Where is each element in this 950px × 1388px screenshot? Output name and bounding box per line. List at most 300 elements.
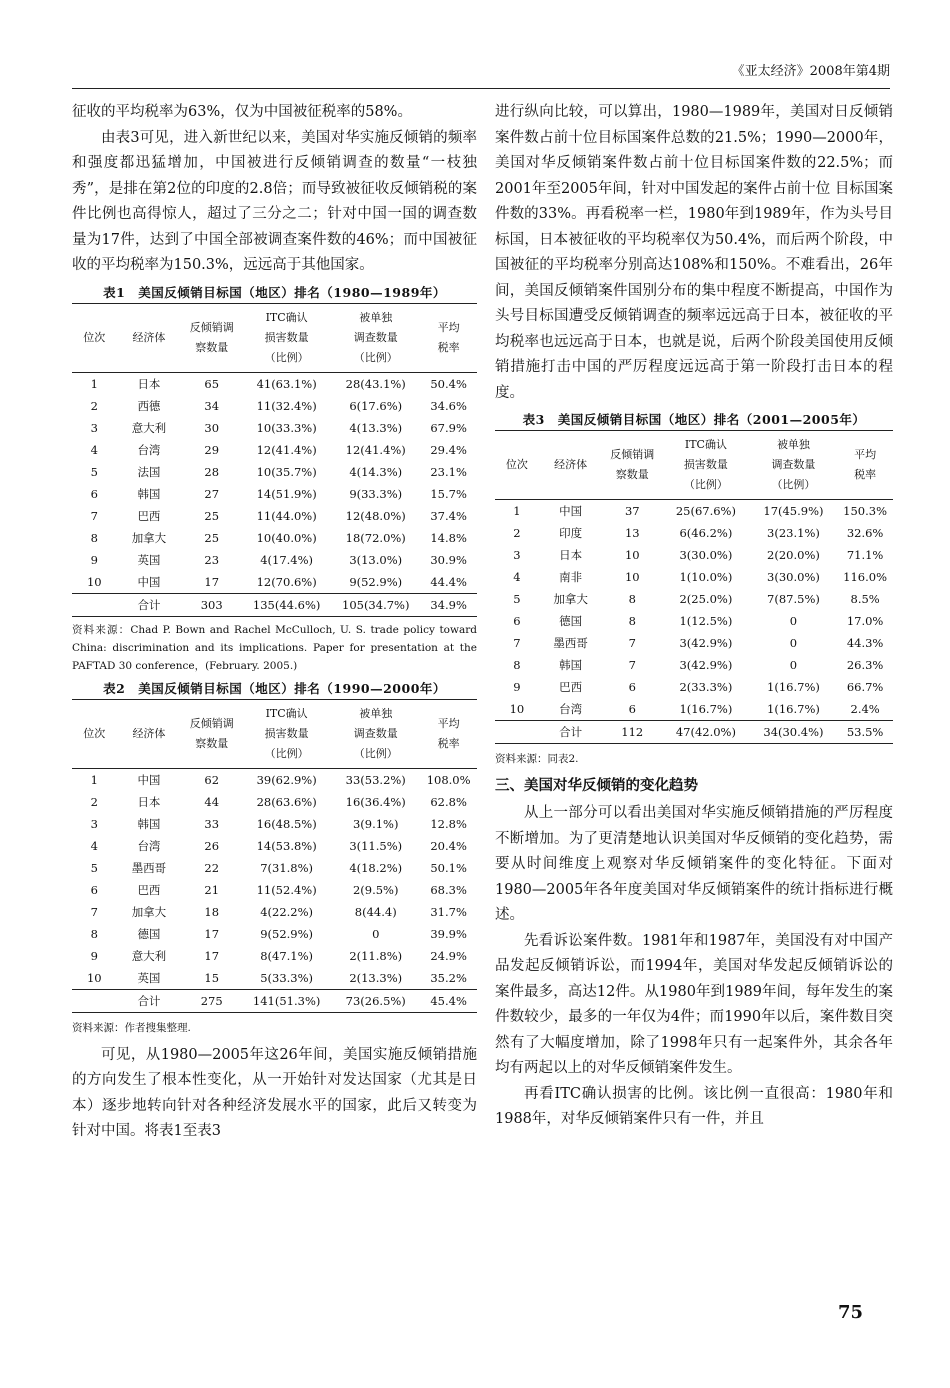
table-row <box>72 813 477 835</box>
table-cell: 23.1% <box>430 464 467 479</box>
table-cell: 德国 <box>559 614 583 628</box>
table-cell: 台湾 <box>137 442 161 457</box>
column-header-line: 平均 <box>437 716 460 730</box>
table-cell: 9 <box>90 948 98 963</box>
table-row <box>72 461 477 483</box>
table-cell: 67.9% <box>430 420 467 435</box>
table-row <box>72 372 477 395</box>
column-header-line: 察数量 <box>615 468 649 481</box>
column-header-line: 税率 <box>437 736 460 750</box>
table-cell: 44 <box>204 794 220 809</box>
table-row <box>495 522 893 544</box>
table-row <box>72 857 477 879</box>
table-cell: 10(35.7%) <box>256 464 317 479</box>
table-cell: 1(16.7%) <box>679 702 733 716</box>
table-cell: 112 <box>602 721 662 744</box>
table-cell: 34(30.4%) <box>750 721 838 744</box>
table-1 <box>72 283 477 675</box>
table-row <box>72 549 477 571</box>
table-cell: 27 <box>204 486 220 501</box>
table-row <box>495 566 893 588</box>
table-cell: 10 <box>624 570 640 584</box>
table-cell: 7(31.8%) <box>260 860 314 875</box>
paragraph: 由表3可见，进入新世纪以来，美国对华实施反倾销的频率和强度都迅猛增加，中国被进行反倾销调查的数量“一枝独秀”，是排在第2位的印度的2.8倍；而导致被征收反倾销税的案件比例也高得惊人，超过了三分之二；针对中国一国的调查数量为17件，达到了中国全部被调查案件数的46%；而中国被征收的平均税率为150.3%，远远高于其他国家。 <box>72 129 477 273</box>
table-cell: 加拿大 <box>553 592 588 606</box>
column-header-line: 察数量 <box>195 736 229 750</box>
table-cell: 22 <box>204 860 220 875</box>
table-cell: 4(14.3%) <box>349 464 403 479</box>
table-cell: 6 <box>90 882 98 897</box>
table-cell: 33(53.2%) <box>345 772 406 787</box>
column-header <box>420 303 477 372</box>
table-cell: 6 <box>628 702 636 716</box>
table-cell: 150.3% <box>843 504 888 518</box>
data-table <box>72 303 477 617</box>
column-header <box>662 431 750 500</box>
table-cell: 日本 <box>137 376 161 391</box>
table-source: 资料来源：作者搜集整理. <box>72 1021 191 1034</box>
table-cell: 15 <box>204 970 220 985</box>
table-cell: 116.0% <box>843 570 888 584</box>
table-cell: 28 <box>204 464 220 479</box>
table-cell: 英国 <box>137 970 161 985</box>
table-cell: 25 <box>204 508 220 523</box>
table-cell: 11(52.4%) <box>256 882 317 897</box>
table-row <box>72 835 477 857</box>
column-header-line: 位次 <box>83 330 106 344</box>
table-row <box>495 654 893 676</box>
table-cell: 15.7% <box>430 486 467 501</box>
table-caption: 表2 美国反倾销目标国（地区）排名（1990—2000年） <box>103 680 446 696</box>
column-header-line: 调查数量 <box>353 330 398 344</box>
table-cell: 35.2% <box>430 970 467 985</box>
table-cell: 合计 <box>117 989 182 1012</box>
table-row <box>72 439 477 461</box>
table-cell: 4(13.3%) <box>349 420 403 435</box>
column-header-line: 反倾销调 <box>189 320 234 334</box>
table-cell: 17 <box>204 948 220 963</box>
column-header <box>420 699 477 768</box>
paragraph: 再看ITC确认损害的比例。该比例一直很高：1980年和1988年，对华反倾销案件只有一件，并且 <box>495 1085 893 1127</box>
left-column <box>72 100 477 1145</box>
table-cell: 8 <box>628 614 636 628</box>
table-cell: 34.6% <box>430 398 467 413</box>
table-row <box>495 500 893 523</box>
column-header-line: （比例） <box>264 350 309 364</box>
column-header <box>242 699 331 768</box>
table-cell: 台湾 <box>137 838 161 853</box>
table-cell: 10 <box>624 548 640 562</box>
table-cell: 108.0% <box>426 772 471 787</box>
table-cell: 12(48.0%) <box>345 508 406 523</box>
paragraph: 从上一部分可以看出美国对华实施反倾销措施的严厉程度不断增加。为了更清楚地认识美国对华反倾销的变化趋势，需要从时间维度上观察对华反倾销案件的变化特征。下面对1980—2005年各年度美国对华反倾销案件的统计指标进行概述。 <box>495 805 893 923</box>
right-column <box>495 100 893 1133</box>
table-cell <box>72 989 117 1012</box>
column-header <box>72 303 117 372</box>
table-cell: 3(30.0%) <box>679 548 733 562</box>
table-cell: 6(46.2%) <box>679 526 733 540</box>
table-3 <box>495 410 893 768</box>
table-cell: 30.9% <box>430 552 467 567</box>
column-header-line: 被单独 <box>359 706 393 720</box>
column-header-line: 经济体 <box>132 726 166 740</box>
table-cell: 3(42.9%) <box>679 658 733 672</box>
table-cell: 66.7% <box>846 680 884 694</box>
column-header-line: 被单独 <box>776 438 810 451</box>
table-cell: 7 <box>90 904 98 919</box>
table-cell: 合计 <box>539 721 603 744</box>
table-row <box>72 768 477 791</box>
table-cell: 11(32.4%) <box>256 398 317 413</box>
table-cell: 2 <box>90 398 98 413</box>
table-cell: 34 <box>204 398 220 413</box>
column-header-line: 位次 <box>505 458 528 471</box>
column-header <box>602 431 662 500</box>
header-rule <box>72 88 890 89</box>
table-cell: 32.6% <box>846 526 884 540</box>
column-header-line: （比例） <box>683 478 728 491</box>
table-cell: 巴西 <box>559 680 583 694</box>
table-cell: 8 <box>90 530 98 545</box>
table-row <box>72 417 477 439</box>
column-header-line: 经济体 <box>554 458 588 471</box>
table-cell: 1 <box>90 376 98 391</box>
table-row <box>495 588 893 610</box>
table-cell: 2(13.3%) <box>349 970 403 985</box>
table-cell: 47(42.0%) <box>662 721 750 744</box>
table-cell: 12(41.4%) <box>345 442 406 457</box>
table-cell: 6 <box>513 614 521 628</box>
table-cell: 11(44.0%) <box>256 508 317 523</box>
column-header <box>72 699 117 768</box>
table-row <box>72 505 477 527</box>
column-header-line: 位次 <box>83 726 106 740</box>
table-row <box>72 483 477 505</box>
table-cell: 105(34.7%) <box>331 593 420 616</box>
table-cell <box>495 721 539 744</box>
table-cell: 20.4% <box>430 838 467 853</box>
table-cell: 9 <box>90 552 98 567</box>
table-row <box>72 945 477 967</box>
table-row <box>72 879 477 901</box>
data-table <box>495 430 893 744</box>
table-cell: 3 <box>513 548 521 562</box>
column-header <box>242 303 331 372</box>
table-cell: 34.9% <box>420 593 477 616</box>
table-cell: 韩国 <box>559 658 583 672</box>
table-cell: 12.8% <box>430 816 467 831</box>
table-cell: 7 <box>513 636 521 650</box>
table-cell: 14(53.8%) <box>256 838 317 853</box>
column-header-line: 经济体 <box>132 330 166 344</box>
table-row <box>495 632 893 654</box>
table-cell: 1 <box>90 772 98 787</box>
table-cell: 24.9% <box>430 948 467 963</box>
table-cell: 17 <box>204 926 220 941</box>
table-cell: 12(41.4%) <box>256 442 317 457</box>
column-header-line: （比例） <box>264 746 309 760</box>
column-header-line: 调查数量 <box>353 726 398 740</box>
table-cell: 5(33.3%) <box>260 970 314 985</box>
table-cell: 印度 <box>559 526 583 540</box>
table-cell: 7 <box>90 508 98 523</box>
table-cell: 303 <box>181 593 242 616</box>
table-row <box>72 923 477 945</box>
column-header-line: 调查数量 <box>771 458 816 471</box>
total-row <box>495 721 893 744</box>
table-cell: 25 <box>204 530 220 545</box>
column-header <box>181 699 242 768</box>
column-header <box>331 303 420 372</box>
table-cell: 39.9% <box>430 926 467 941</box>
table-cell: 2.4% <box>850 702 880 716</box>
table-cell: 加拿大 <box>131 530 167 545</box>
table-cell: 4(18.2%) <box>349 860 403 875</box>
column-header-line: 平均 <box>437 320 460 334</box>
table-cell: 2(33.3%) <box>679 680 733 694</box>
table-cell: 37 <box>624 504 640 518</box>
table-cell: 3 <box>90 816 98 831</box>
table-cell: 中国 <box>137 772 161 787</box>
table-row <box>72 395 477 417</box>
table-cell: 44.4% <box>430 574 467 589</box>
table-source: 资料来源：同表2. <box>495 753 579 765</box>
paragraph: 可见，从1980—2005年这26年间，美国实施反倾销措施的方向发生了根本性变化，从一开始针对发达国家（尤其是日本）逐步地转向针对各种经济发展水平的国家，此后又转变为针对中国。将表1至表3 <box>72 1046 477 1139</box>
table-cell: 29.4% <box>430 442 467 457</box>
table-cell: 8 <box>513 658 521 672</box>
table-cell: 39(62.9%) <box>256 772 317 787</box>
table-cell: 巴西 <box>137 508 161 523</box>
table-cell: 45.4% <box>420 989 477 1012</box>
table-cell: 韩国 <box>137 816 161 831</box>
table-row <box>495 610 893 632</box>
table-cell: 4 <box>90 838 98 853</box>
column-header-line: 损害数量 <box>264 726 309 740</box>
table-cell: 2(9.5%) <box>352 882 399 897</box>
table-cell: 65 <box>204 376 220 391</box>
table-cell: 3(30.0%) <box>767 570 820 584</box>
column-header-line: 损害数量 <box>264 330 309 344</box>
table-cell: 4(22.2%) <box>260 904 314 919</box>
column-header-line: 平均 <box>854 448 877 461</box>
table-cell: 4(17.4%) <box>260 552 314 567</box>
table-cell: 12(70.6%) <box>256 574 317 589</box>
table-cell: 韩国 <box>137 486 161 501</box>
column-header <box>181 303 242 372</box>
table-cell: 1(16.7%) <box>767 680 820 694</box>
column-header <box>750 431 838 500</box>
table-cell: 3(13.0%) <box>349 552 403 567</box>
table-cell: 10(33.3%) <box>256 420 317 435</box>
table-cell: 25(67.6%) <box>675 504 736 518</box>
column-header-line: 反倾销调 <box>610 448 655 461</box>
table-cell: 中国 <box>559 504 583 518</box>
table-cell: 4 <box>90 442 98 457</box>
total-row <box>72 593 477 616</box>
table-2 <box>72 679 477 1037</box>
table-cell: 9(52.9%) <box>260 926 314 941</box>
table-cell: 28(63.6%) <box>256 794 317 809</box>
table-cell: 英国 <box>137 552 161 567</box>
table-cell: 73(26.5%) <box>331 989 420 1012</box>
total-row <box>72 989 477 1012</box>
table-cell: 29 <box>204 442 220 457</box>
table-cell: 3(23.1%) <box>767 526 820 540</box>
table-cell: 2(11.8%) <box>349 948 403 963</box>
table-cell: 7(87.5%) <box>767 592 820 606</box>
table-cell: 8 <box>628 592 636 606</box>
table-cell: 33 <box>204 816 220 831</box>
table-cell: 68.3% <box>430 882 467 897</box>
table-cell: 3(9.1%) <box>352 816 399 831</box>
table-cell: 0 <box>789 614 798 628</box>
table-cell: 7 <box>628 636 636 650</box>
table-cell: 墨西哥 <box>131 860 167 875</box>
column-header <box>837 431 893 500</box>
table-cell: 16(36.4%) <box>345 794 406 809</box>
table-cell: 日本 <box>137 794 161 809</box>
table-cell: 5 <box>90 464 98 479</box>
table-cell: 6 <box>90 486 98 501</box>
table-cell: 44.3% <box>846 636 884 650</box>
table-cell: 8 <box>90 926 98 941</box>
table-cell: 21 <box>204 882 220 897</box>
table-cell: 23 <box>204 552 220 567</box>
table-cell: 10 <box>86 574 102 589</box>
section-title: 三、美国对华反倾销的变化趋势 <box>495 778 698 794</box>
journal-header: 《亚太经济》2008年第4期 <box>731 64 890 79</box>
table-cell: 50.4% <box>430 376 467 391</box>
table-cell: 31.7% <box>430 904 467 919</box>
paragraph: 进行纵向比较，可以算出，1980—1989年，美国对日反倾销案件数占前十位目标国案件总数的21.5%；1990—2000年，美国对华反倾销案件数占前十位目标国案件数的22.5%；而2001年至2005年间，针对中国发起的案件占前十位 目标国案件数的33%。再看税率一栏，1980年到1989年，作为头号目标国，日本被征收的平均税率仅为50.4%，而后两个阶段，中国被征的平均税率分别高达108%和150%。不难看出，26年间，美国反倾销案件国别分布的集中程度不断提高，中国作为头号目标国遭受反倾销调查的频率远远高于日本，被征收的平均税率也远远高于日本，也就是说，后两个阶段美国使用反倾销措施打击中国的严厉程度远远高于第一阶段打击日本的程度。 <box>495 104 893 401</box>
table-row <box>72 901 477 923</box>
table-row <box>495 544 893 566</box>
table-cell: 18 <box>204 904 220 919</box>
table-cell: 0 <box>789 658 798 672</box>
table-cell: 巴西 <box>137 882 161 897</box>
column-header-line: 反倾销调 <box>189 716 234 730</box>
table-cell: 14(51.9%) <box>256 486 317 501</box>
column-header-line: 察数量 <box>195 340 229 354</box>
column-header-line: 被单独 <box>359 310 393 324</box>
table-cell: 10 <box>86 970 102 985</box>
paragraph: 征收的平均税率为63%，仅为中国被征税率的58%。 <box>72 104 412 120</box>
table-cell: 62.8% <box>430 794 467 809</box>
table-cell: 41(63.1%) <box>256 376 317 391</box>
table-cell <box>72 593 117 616</box>
column-header-line: 税率 <box>437 340 460 354</box>
table-cell: 8(47.1%) <box>260 948 314 963</box>
table-cell: 日本 <box>559 548 583 562</box>
table-cell: 1(12.5%) <box>679 614 733 628</box>
table-cell: 17.0% <box>846 614 884 628</box>
table-cell: 62 <box>204 772 220 787</box>
table-cell: 30 <box>204 420 220 435</box>
table-row <box>495 698 893 721</box>
table-cell: 南非 <box>559 570 583 584</box>
table-cell: 17(45.9%) <box>763 504 824 518</box>
table-cell: 1(16.7%) <box>767 702 820 716</box>
table-cell: 意大利 <box>131 420 167 435</box>
table-cell: 8(44.4) <box>354 904 397 919</box>
column-header-line: ITC确认 <box>265 310 308 324</box>
table-cell: 3(42.9%) <box>679 636 733 650</box>
column-header <box>117 699 182 768</box>
table-cell: 合计 <box>117 593 182 616</box>
column-header-line: （比例） <box>771 478 816 491</box>
table-cell: 1 <box>513 504 521 518</box>
table-cell: 10 <box>509 702 525 716</box>
table-cell: 14.8% <box>430 530 467 545</box>
table-row <box>495 676 893 698</box>
table-cell: 中国 <box>137 574 161 589</box>
table-cell: 6(17.6%) <box>349 398 403 413</box>
table-cell: 2(25.0%) <box>679 592 733 606</box>
table-cell: 德国 <box>137 926 161 941</box>
column-header-line: ITC确认 <box>684 438 727 451</box>
table-cell: 71.1% <box>846 548 884 562</box>
table-cell: 26 <box>204 838 220 853</box>
table-source: 资料来源：Chad P. Bown and Rachel McCulloch, U. S. trade policy toward China: discrimination and its implications. Paper for presentation at the PAFTAD 30 conference，(February. 2005.) <box>72 623 477 672</box>
table-cell: 10(40.0%) <box>256 530 317 545</box>
table-cell: 1(10.0%) <box>679 570 733 584</box>
table-caption: 表3 美国反倾销目标国（地区）排名（2001—2005年） <box>522 412 866 427</box>
table-cell: 2(20.0%) <box>767 548 820 562</box>
table-cell: 9(52.9%) <box>349 574 403 589</box>
table-cell: 西德 <box>137 398 161 413</box>
table-cell: 2 <box>90 794 98 809</box>
table-cell: 17 <box>204 574 220 589</box>
table-cell: 16(48.5%) <box>256 816 317 831</box>
column-header <box>495 431 539 500</box>
table-cell: 4 <box>513 570 521 584</box>
column-header-line: 损害数量 <box>683 458 728 471</box>
table-cell: 9(33.3%) <box>349 486 403 501</box>
table-cell: 台湾 <box>559 702 583 716</box>
paragraph: 先看诉讼案件数。1981年和1987年，美国没有对中国产品发起反倾销诉讼，而1994年，美国对华发起反倾销诉讼的案件最多，高达12件。从1980年到1989年间，每年发生的案件数较少，最多的一年仅为4件；而1990年以后，案件数目突然有了大幅度增加，除了1998年只有一起案件外，其余各年均有两起以上的对华反倾销案件发生。 <box>495 932 893 1076</box>
table-cell: 意大利 <box>131 948 167 963</box>
table-cell: 135(44.6%) <box>242 593 331 616</box>
table-cell: 墨西哥 <box>553 636 588 650</box>
column-header-line: ITC确认 <box>265 706 308 720</box>
column-header <box>117 303 182 372</box>
table-cell: 0 <box>789 636 798 650</box>
table-cell: 37.4% <box>430 508 467 523</box>
table-cell: 13 <box>624 526 640 540</box>
table-row <box>72 527 477 549</box>
table-cell: 加拿大 <box>131 904 167 919</box>
table-cell: 7 <box>628 658 636 672</box>
table-cell: 275 <box>181 989 242 1012</box>
table-cell: 141(51.3%) <box>242 989 331 1012</box>
page-number: 75 <box>838 1302 864 1323</box>
table-cell: 8.5% <box>850 592 880 606</box>
table-caption: 表1 美国反倾销目标国（地区）排名（1980—1989年） <box>103 284 446 300</box>
column-header <box>539 431 603 500</box>
column-header-line: 税率 <box>854 468 877 481</box>
table-row <box>72 571 477 594</box>
table-row <box>72 967 477 990</box>
column-header <box>331 699 420 768</box>
table-cell: 2 <box>513 526 521 540</box>
table-cell: 0 <box>372 926 380 941</box>
table-cell: 26.3% <box>846 658 884 672</box>
table-cell: 18(72.0%) <box>345 530 406 545</box>
table-cell: 法国 <box>137 464 161 479</box>
table-cell: 6 <box>628 680 636 694</box>
table-cell: 5 <box>513 592 521 606</box>
data-table <box>72 699 477 1013</box>
